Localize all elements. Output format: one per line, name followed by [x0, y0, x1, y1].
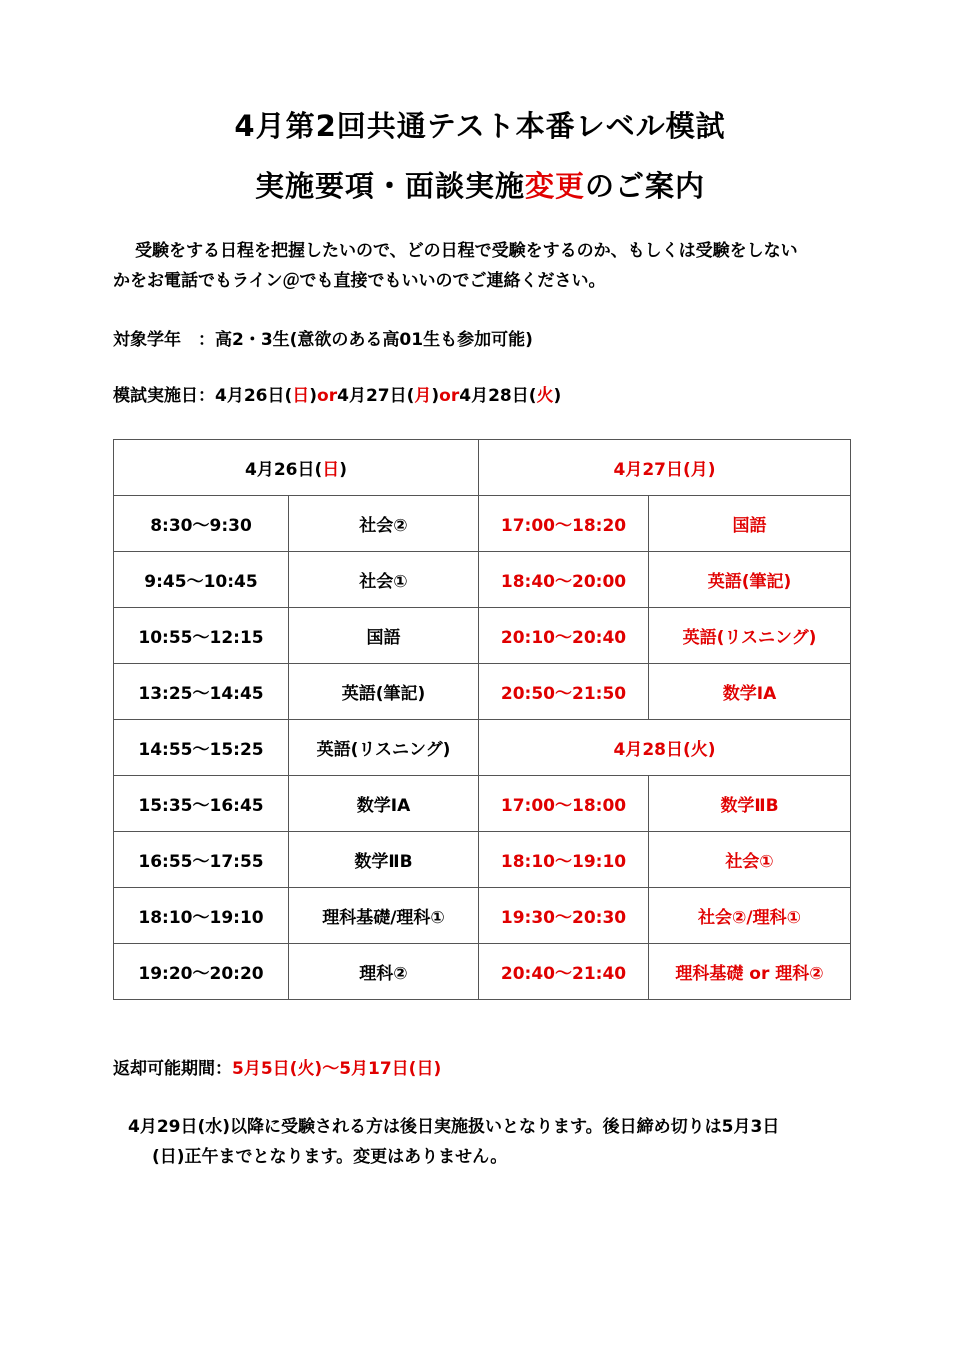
subtitle-post: のご案内 [585, 169, 706, 203]
time-cell: 13:25～14:45 [114, 664, 289, 720]
exam-dates-label: 模試実施日： [113, 386, 215, 406]
table-row [114, 832, 851, 888]
subject-cell: 英語(筆記) [649, 552, 851, 608]
time-cell: 18:40～20:00 [479, 552, 649, 608]
table-row [114, 608, 851, 664]
subject-cell: 国語 [289, 608, 479, 664]
subject-cell: 社会① [649, 832, 851, 888]
target-grade [113, 325, 853, 355]
exam-dates: 模試実施日：4月26日(日)or4月27日(月)or4月28日(火) [113, 386, 562, 406]
subtitle-change: 変更 [524, 169, 585, 203]
page-subtitle [0, 164, 960, 205]
subtitle-pre: 実施要項・面談実施 [254, 169, 525, 203]
time-cell: 16:55～17:55 [114, 832, 289, 888]
subject-cell: 社会② [289, 496, 479, 552]
return-period-label: 返却可能期間： [113, 1059, 232, 1079]
intro-line-1: 受験をする日程を把握したいので、どの日程で受験をするのか、もしくは受験をしない [135, 241, 798, 261]
time-cell: 9:45～10:45 [114, 552, 289, 608]
table-row [114, 944, 851, 1000]
time-cell: 8:30～9:30 [114, 496, 289, 552]
subject-cell: 英語(リスニング) [649, 608, 851, 664]
page-title: 4月第2回共通テスト本番レベル模試 [234, 109, 726, 143]
note-line-2: (日)正午までとなります。変更はありません。 [152, 1147, 508, 1167]
table-row [114, 440, 851, 496]
time-cell: 14:55～15:25 [114, 720, 289, 776]
header-apr27: 4月27日(月) [479, 440, 851, 496]
intro-line-2: かをお電話でもライン＠でも直接でもいいのでご連絡ください。 [113, 271, 606, 291]
return-period-value: 5月5日(火)～5月17日(日) [232, 1059, 442, 1079]
intro-text [113, 236, 853, 296]
time-cell: 19:30～20:30 [479, 888, 649, 944]
table-row [114, 888, 851, 944]
late-exam-note [128, 1112, 858, 1172]
subject-cell: 英語(リスニング) [289, 720, 479, 776]
header-apr26: 4月26日(日) [114, 440, 479, 496]
time-cell: 17:00～18:00 [479, 776, 649, 832]
table-row [114, 720, 851, 776]
subject-cell: 理科② [289, 944, 479, 1000]
target-grade-value: 高2・3生(意欲のある高01生も参加可能) [215, 330, 533, 350]
subject-cell: 英語(筆記) [289, 664, 479, 720]
subject-cell: 数学ⅡB [649, 776, 851, 832]
time-cell: 17:00～18:20 [479, 496, 649, 552]
time-cell: 18:10～19:10 [114, 888, 289, 944]
time-cell: 20:50～21:50 [479, 664, 649, 720]
subject-cell: 数学ⅠA [649, 664, 851, 720]
time-cell: 19:20～20:20 [114, 944, 289, 1000]
target-grade-label: 対象学年 ： [113, 330, 215, 350]
subject-cell: 社会②/理科① [649, 888, 851, 944]
table-row [114, 552, 851, 608]
header-apr28: 4月28日(火) [479, 720, 851, 776]
time-cell: 20:40～21:40 [479, 944, 649, 1000]
return-period [113, 1054, 853, 1084]
table-row [114, 664, 851, 720]
note-line-1: 4月29日(水)以降に受験される方は後日実施扱いとなります。後日締め切りは5月3日 [128, 1117, 780, 1137]
time-cell: 15:35～16:45 [114, 776, 289, 832]
time-cell: 10:55～12:15 [114, 608, 289, 664]
schedule-table [113, 439, 851, 1000]
subject-cell: 理科基礎/理科① [289, 888, 479, 944]
time-cell: 20:10～20:40 [479, 608, 649, 664]
subject-cell: 社会① [289, 552, 479, 608]
subject-cell: 数学ⅡB [289, 832, 479, 888]
subject-cell: 数学ⅠA [289, 776, 479, 832]
table-row [114, 776, 851, 832]
table-row [114, 496, 851, 552]
time-cell: 18:10～19:10 [479, 832, 649, 888]
subject-cell: 理科基礎 or 理科② [649, 944, 851, 1000]
subject-cell: 国語 [649, 496, 851, 552]
